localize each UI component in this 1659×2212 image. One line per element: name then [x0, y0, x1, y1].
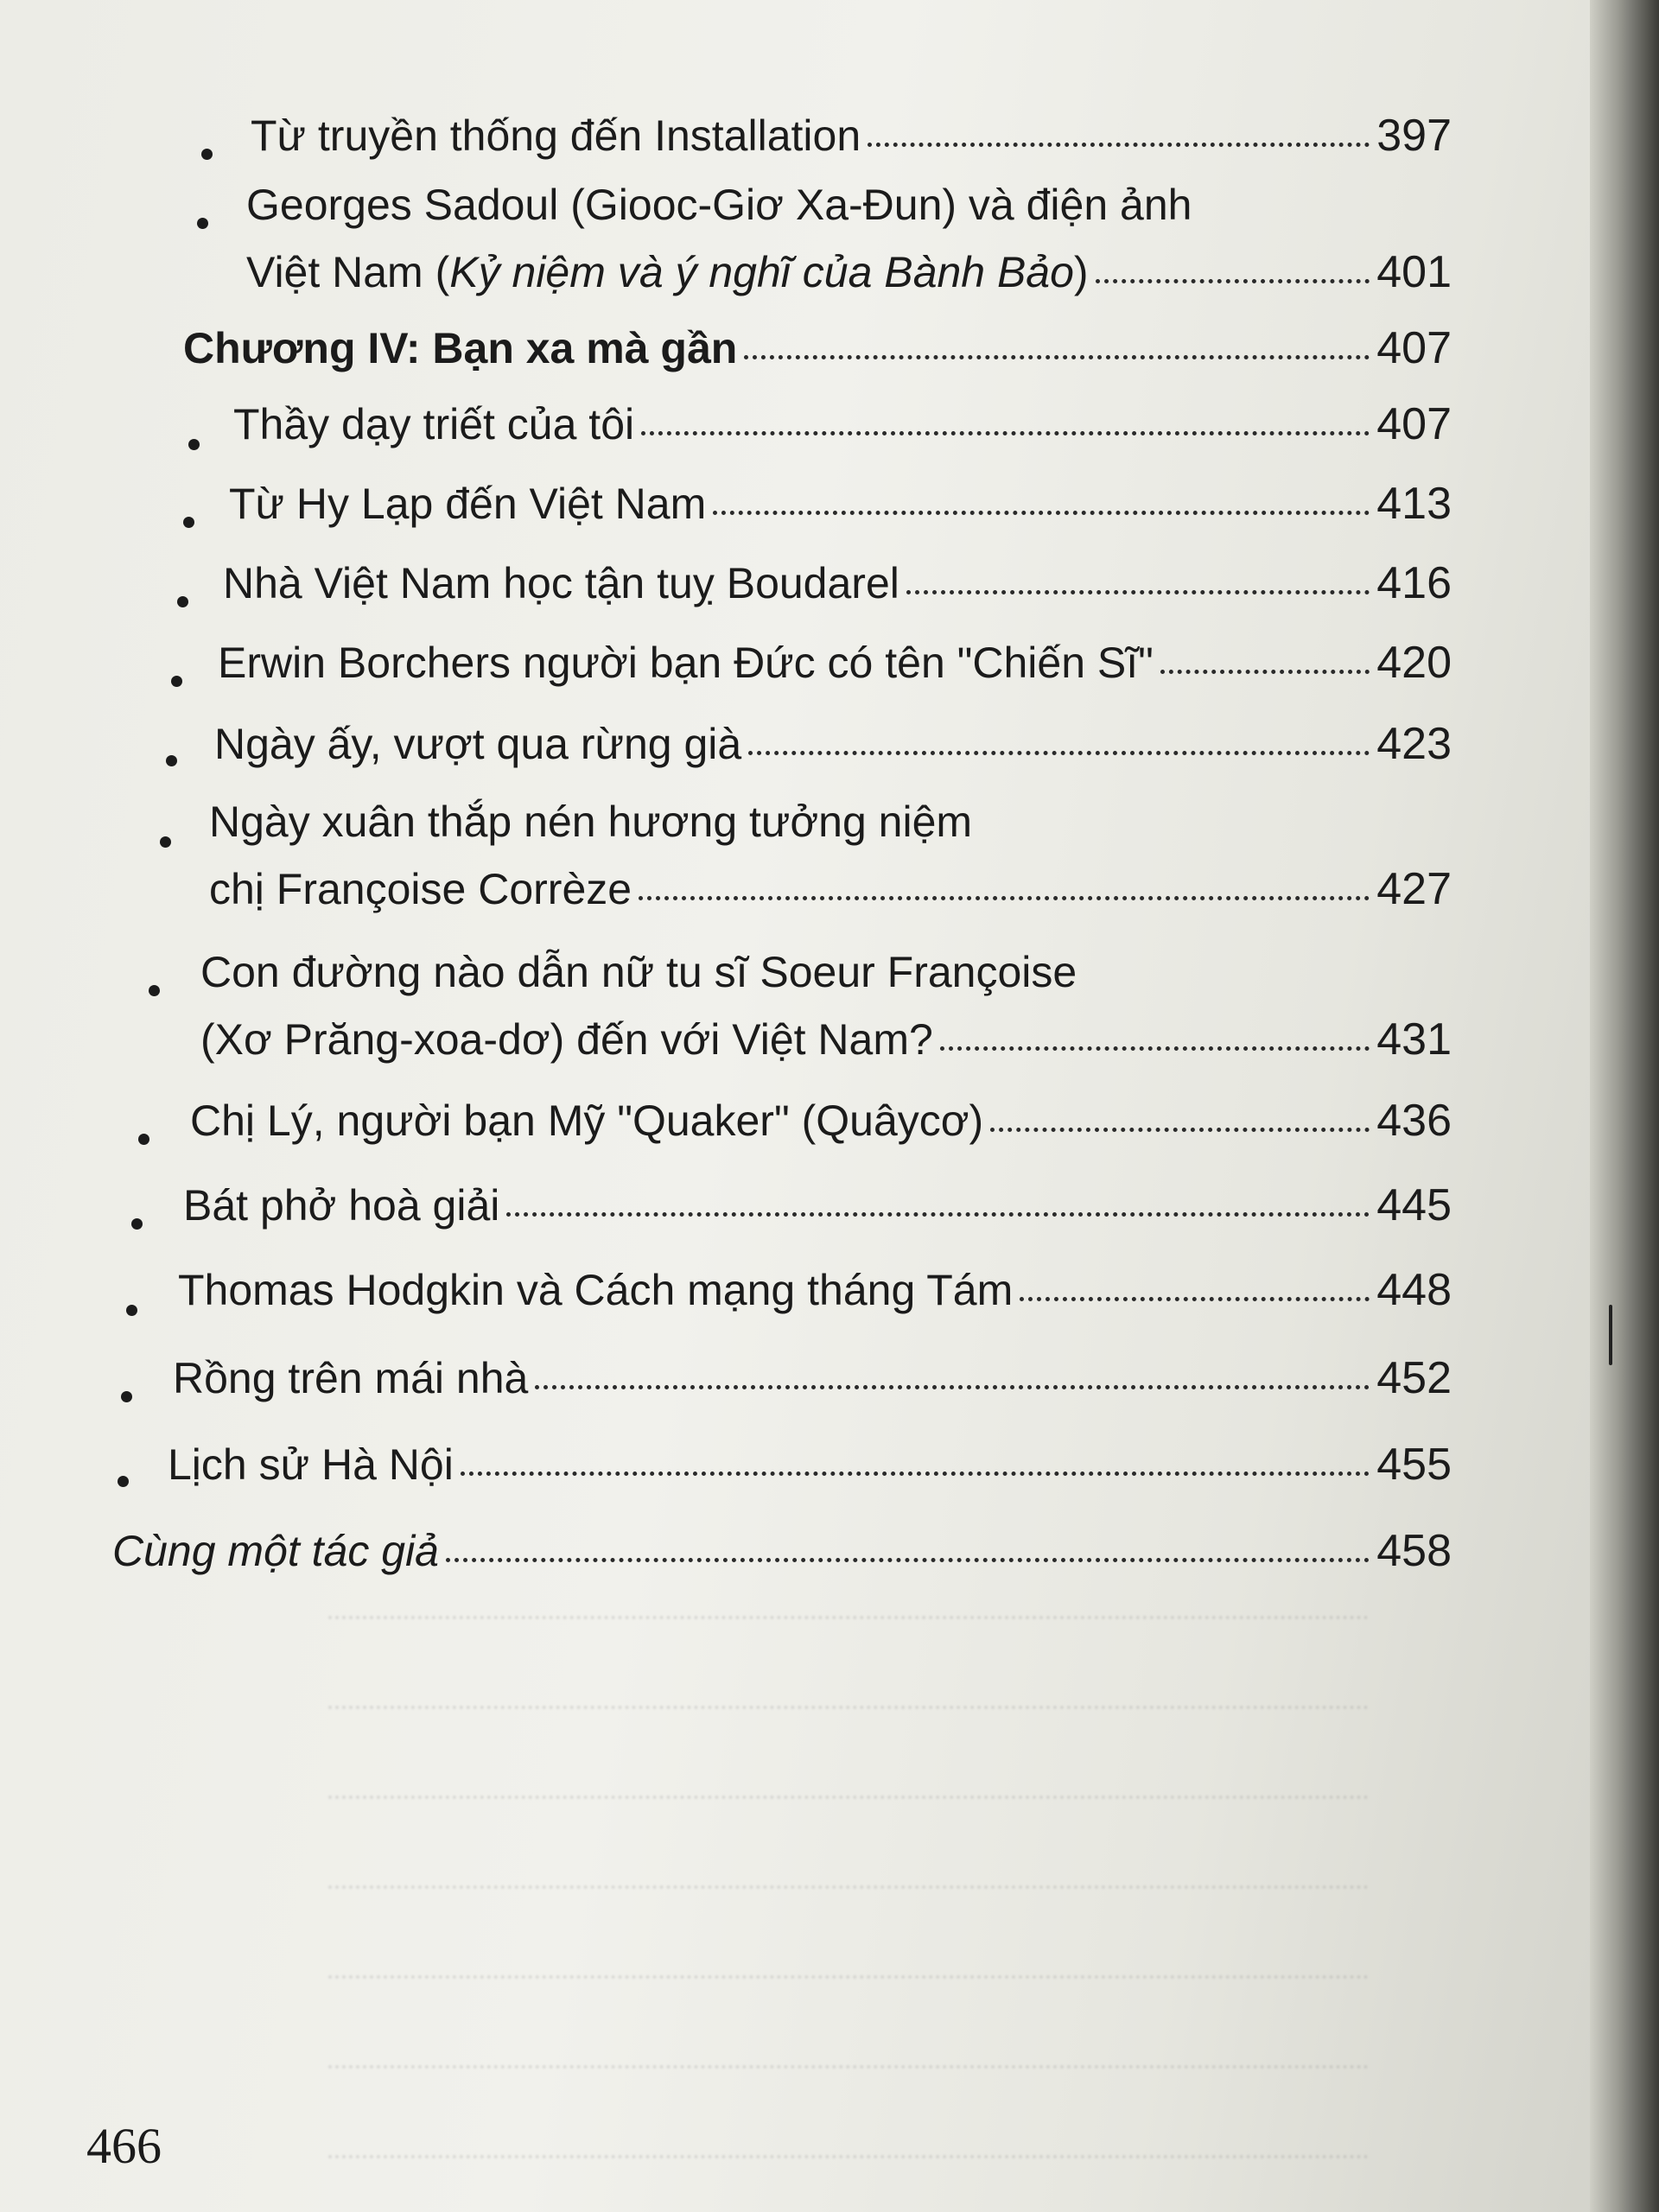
page-edge-shadow [1590, 0, 1659, 2212]
page-number: 466 [86, 2118, 162, 2174]
toc-entry-title-continued: chị Françoise Corrèze [209, 865, 632, 913]
toc-entry-title: Nhà Việt Nam học tận tuỵ Boudarel [223, 559, 899, 607]
bullet-icon [149, 985, 160, 996]
toc-entry[interactable] [223, 550, 1452, 617]
bullet-icon [126, 1305, 137, 1316]
toc-entry-title: Thomas Hodgkin và Cách mạng tháng Tám [178, 1266, 1014, 1314]
toc-entry-title: Georges Sadoul (Giooc-Giơ Xa-Đun) và điện ảnh [246, 181, 1192, 229]
toc-entry-page: 458 [1376, 1526, 1452, 1576]
toc-entry-page: 423 [1376, 719, 1452, 769]
dot-leader [535, 1385, 1370, 1389]
toc-entry[interactable] [233, 391, 1452, 458]
dot-leader [990, 1128, 1370, 1132]
toc-entry-page: 397 [1376, 111, 1452, 161]
toc-entry-page: 436 [1376, 1096, 1452, 1146]
toc-entry-page: 416 [1376, 558, 1452, 608]
toc-entry[interactable] [246, 171, 1452, 306]
toc-entry[interactable] [190, 1087, 1452, 1154]
toc-entry-title: Rồng trên mái nhà [173, 1354, 529, 1402]
bullet-icon [171, 676, 182, 687]
toc-entry-title: Bát phở hoà giải [183, 1181, 500, 1230]
toc-entry-page: 413 [1376, 479, 1452, 529]
bullet-icon [201, 149, 213, 160]
dot-leader [940, 1046, 1370, 1051]
bullet-icon [118, 1476, 129, 1487]
toc-entry-page: 407 [1376, 323, 1452, 373]
toc-entry-page: 401 [1376, 247, 1452, 297]
toc-entry-page: 427 [1376, 864, 1452, 914]
toc-entry[interactable] [112, 1517, 1452, 1585]
binding-mark [1609, 1305, 1612, 1365]
toc-chapter-heading[interactable] [183, 315, 1452, 382]
bullet-icon [138, 1134, 149, 1145]
toc-entry-title: Con đường nào dẫn nữ tu sĩ Soeur Françoise [200, 948, 1077, 996]
toc-entry-title: Ngày ấy, vượt qua rừng già [214, 720, 742, 768]
toc-entry-title: Từ truyền thống đến Installation [251, 111, 861, 160]
bullet-icon [166, 755, 177, 766]
dot-leader [446, 1558, 1370, 1562]
bullet-icon [131, 1218, 143, 1230]
bullet-icon [121, 1391, 132, 1402]
dot-leader [506, 1212, 1370, 1217]
bullet-icon [197, 218, 208, 229]
toc-entry[interactable] [251, 102, 1452, 169]
toc-entry-title: Ngày xuân thắp nén hương tưởng niệm [209, 798, 973, 846]
toc-entry-page: 431 [1376, 1014, 1452, 1065]
dot-leader [1096, 279, 1370, 283]
toc-entry[interactable] [229, 470, 1452, 537]
toc-entry-page: 452 [1376, 1353, 1452, 1403]
toc-entry-page: 407 [1376, 399, 1452, 449]
dot-leader [1020, 1297, 1370, 1301]
toc-entry-title: Từ Hy Lạp đến Việt Nam [229, 480, 707, 528]
toc-entry-title: Thầy dạy triết của tôi [233, 400, 635, 448]
toc-entry-title: Lịch sử Hà Nội [168, 1440, 454, 1489]
toc-entry-title: Chị Lý, người bạn Mỹ "Quaker" (Quâycơ) [190, 1096, 984, 1145]
toc-entry[interactable] [173, 1344, 1452, 1412]
dot-leader [641, 431, 1370, 435]
toc-entry-title-continued: (Xơ Prăng-xoa-dơ) đến với Việt Nam? [200, 1015, 933, 1064]
toc-entry-title: Erwin Borchers người bạn Đức có tên "Chiến Sĩ" [218, 639, 1154, 687]
dot-leader [868, 143, 1370, 147]
toc-entry[interactable] [168, 1431, 1452, 1498]
dot-leader [461, 1471, 1370, 1476]
toc-entry[interactable] [183, 1172, 1452, 1239]
toc-entry[interactable] [209, 788, 1452, 923]
toc-entry-title: Cùng một tác giả [112, 1527, 439, 1575]
dot-leader [1160, 670, 1370, 674]
toc-entry[interactable] [214, 710, 1452, 778]
toc-entry-page: 420 [1376, 638, 1452, 688]
bullet-icon [183, 517, 194, 528]
dot-leader [744, 355, 1370, 359]
toc-entry-title-continued: Việt Nam (Kỷ niệm và ý nghĩ của Bành Bảo) [246, 248, 1089, 296]
dot-leader [906, 590, 1370, 594]
bullet-icon [177, 596, 188, 607]
chapter-title: Chương IV: Bạn xa mà gần [183, 324, 738, 372]
toc-entry[interactable] [178, 1256, 1452, 1324]
dot-leader [748, 751, 1370, 755]
toc-entry[interactable] [218, 629, 1452, 696]
dot-leader [713, 511, 1370, 515]
bullet-icon [188, 439, 200, 450]
dot-leader [639, 896, 1370, 900]
toc-entry-page: 448 [1376, 1265, 1452, 1315]
toc-entry-page: 445 [1376, 1180, 1452, 1230]
toc-entry-page: 455 [1376, 1440, 1452, 1490]
toc-entry[interactable] [200, 938, 1452, 1073]
bullet-icon [160, 836, 171, 848]
